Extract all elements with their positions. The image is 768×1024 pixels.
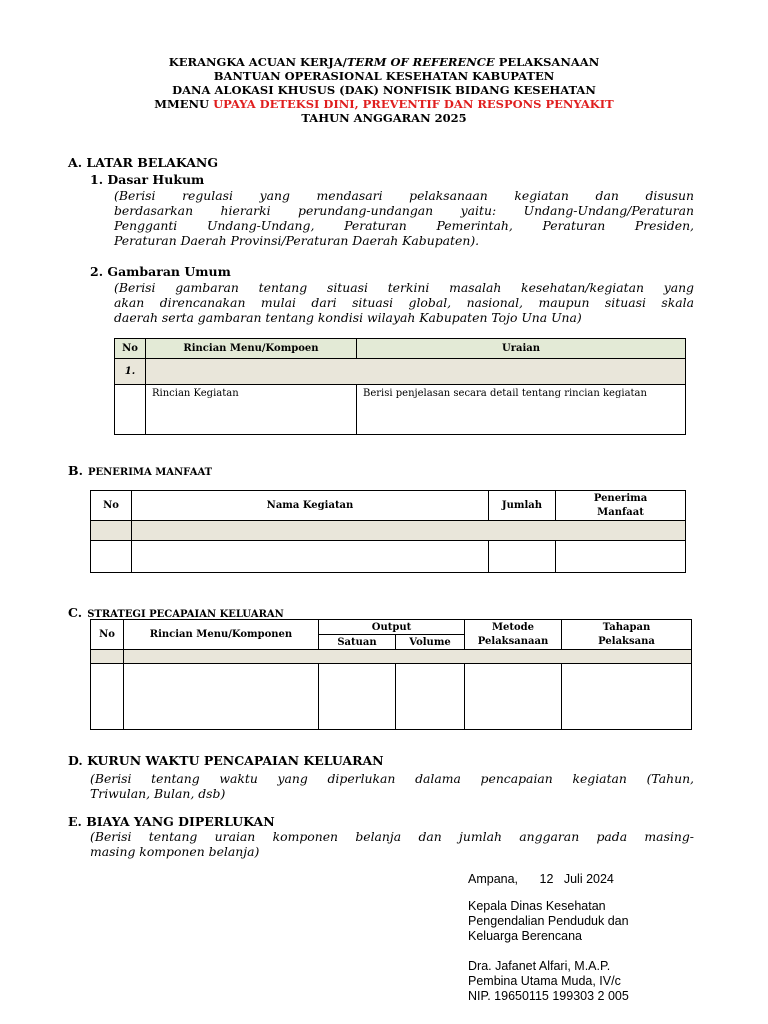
rincian-header-row <box>115 339 686 359</box>
cell <box>562 664 692 730</box>
dasar-hukum-line-2: berdasarkan hierarki perundang-undangan yaitu: Undang-Undang/Peraturan <box>114 203 694 218</box>
title-line-1: KERANGKA ACUAN KERJA/TERM OF REFERENCE PELAKSANAAN <box>168 55 600 69</box>
cell <box>91 650 124 664</box>
gambaran-umum-line-2: akan direncanakan mulai dari situasi global, nasional, maupun situasi skala <box>114 295 694 310</box>
official-name: Dra. Jafanet Alfari, M.A.P. <box>468 959 611 973</box>
row-empty-cell <box>146 359 686 385</box>
gambaran-umum-line-3: daerah serta gambaran tentang kondisi wilayah Kabupaten Tojo Una Una) <box>114 310 582 325</box>
rincian-row-2 <box>115 385 686 435</box>
cell <box>91 541 132 573</box>
dasar-hukum-line-4: Peraturan Daerah Provinsi/Peraturan Daerah Kabupaten). <box>114 233 480 248</box>
col-no: No <box>115 339 146 359</box>
col-rincian: Rincian Menu/Kompoen <box>146 339 357 359</box>
col-uraian: Uraian <box>357 339 686 359</box>
section-c-title: STRATEGI PECAPAIAN KELUARAN <box>87 609 284 620</box>
col-penerima-manfaat: Penerima Manfaat <box>556 491 686 521</box>
col-output: Output <box>319 620 465 635</box>
row-empty-no <box>115 385 146 435</box>
col-satuan: Satuan <box>319 635 396 650</box>
signature-official <box>468 959 629 1004</box>
office-line-1: Kepala Dinas Kesehatan <box>468 899 606 913</box>
section-b-letter: B. <box>68 463 83 478</box>
rincian-table <box>114 338 686 435</box>
section-e-line-2: masing komponen belanja) <box>90 844 260 859</box>
document-title <box>0 55 768 125</box>
col-jumlah: Jumlah <box>489 491 556 521</box>
section-e-line-1: (Berisi tentang uraian komponen belanja dan jumlah anggaran pada masing- <box>90 829 694 844</box>
office-line-2: Pengendalian Penduduk dan <box>468 914 629 928</box>
section-b-title: PENERIMA MANFAAT <box>88 467 213 478</box>
cell <box>91 664 124 730</box>
col-no: No <box>91 491 132 521</box>
section-b-heading <box>68 460 212 479</box>
cell <box>91 521 132 541</box>
cell <box>132 521 686 541</box>
cell <box>124 650 692 664</box>
strategi-table <box>90 619 692 730</box>
section-d-line-2: Triwulan, Bulan, dsb) <box>90 786 226 801</box>
col-tahapan: Tahapan Pelaksana <box>562 620 692 650</box>
signature-place-date <box>468 872 614 887</box>
cell <box>396 664 465 730</box>
office-line-3: Keluarga Berencana <box>468 929 582 943</box>
section-e-text <box>90 829 694 859</box>
signature-date: 12 Juli 2024 <box>539 872 614 886</box>
penerima-shaded-row <box>91 521 686 541</box>
official-rank: Pembina Utama Muda, IV/c <box>468 974 621 988</box>
cell <box>132 541 489 573</box>
strategi-shaded-row <box>91 650 692 664</box>
cell <box>489 541 556 573</box>
rincian-row-1 <box>115 359 686 385</box>
dasar-hukum-line-3: Pengganti Undang-Undang, Peraturan Pemerintah, Peraturan Presiden, <box>114 218 694 233</box>
dasar-hukum-text <box>114 188 694 248</box>
dasar-hukum-heading: 1. Dasar Hukum <box>90 172 205 187</box>
cell <box>556 541 686 573</box>
title-line-2: BANTUAN OPERASIONAL KESEHATAN KABUPATEN <box>213 69 555 83</box>
penerima-header-row <box>91 491 686 521</box>
uraian-cell: Berisi penjelasan secara detail tentang rincian kegiatan <box>357 385 686 435</box>
section-e-heading: E. BIAYA YANG DIPERLUKAN <box>68 814 275 829</box>
penerima-row <box>91 541 686 573</box>
title-line-3: DANA ALOKASI KHUSUS (DAK) NONFISIK BIDANG KESEHATAN <box>172 83 596 97</box>
title-line-4: MMENU UPAYA DETEKSI DINI, PREVENTIF DAN RESPONS PENYAKIT <box>154 97 614 111</box>
section-c-letter: C. <box>68 605 83 620</box>
col-nama-kegiatan: Nama Kegiatan <box>132 491 489 521</box>
section-d-text <box>90 771 694 801</box>
strategi-header-row-1 <box>91 620 692 635</box>
row-number: 1. <box>115 359 146 385</box>
penerima-table <box>90 490 686 573</box>
gambaran-umum-heading: 2. Gambaran Umum <box>90 264 231 279</box>
title-line-5: TAHUN ANGGARAN 2025 <box>301 111 467 125</box>
cell <box>465 664 562 730</box>
signature-place: Ampana, <box>468 872 519 886</box>
col-metode: Metode Pelaksanaan <box>465 620 562 650</box>
col-no: No <box>91 620 124 650</box>
signature-office <box>468 899 629 944</box>
gambaran-umum-line-1: (Berisi gambaran tentang situasi terkini masalah kesehatan/kegiatan yang <box>114 280 694 295</box>
gambaran-umum-text <box>114 280 694 325</box>
section-d-line-1: (Berisi tentang waktu yang diperlukan dalama pencapaian kegiatan (Tahun, <box>90 771 694 786</box>
cell <box>319 664 396 730</box>
cell <box>124 664 319 730</box>
col-rincian: Rincian Menu/Komponen <box>124 620 319 650</box>
col-volume: Volume <box>396 635 465 650</box>
section-a-heading: A. LATAR BELAKANG <box>68 155 218 170</box>
dasar-hukum-line-1: (Berisi regulasi yang mendasari pelaksanaan kegiatan dan disusun <box>114 188 694 203</box>
strategi-row <box>91 664 692 730</box>
rincian-kegiatan-cell: Rincian Kegiatan <box>146 385 357 435</box>
section-d-heading: D. KURUN WAKTU PENCAPAIAN KELUARAN <box>68 753 384 768</box>
official-nip: NIP. 19650115 199303 2 005 <box>468 989 629 1003</box>
